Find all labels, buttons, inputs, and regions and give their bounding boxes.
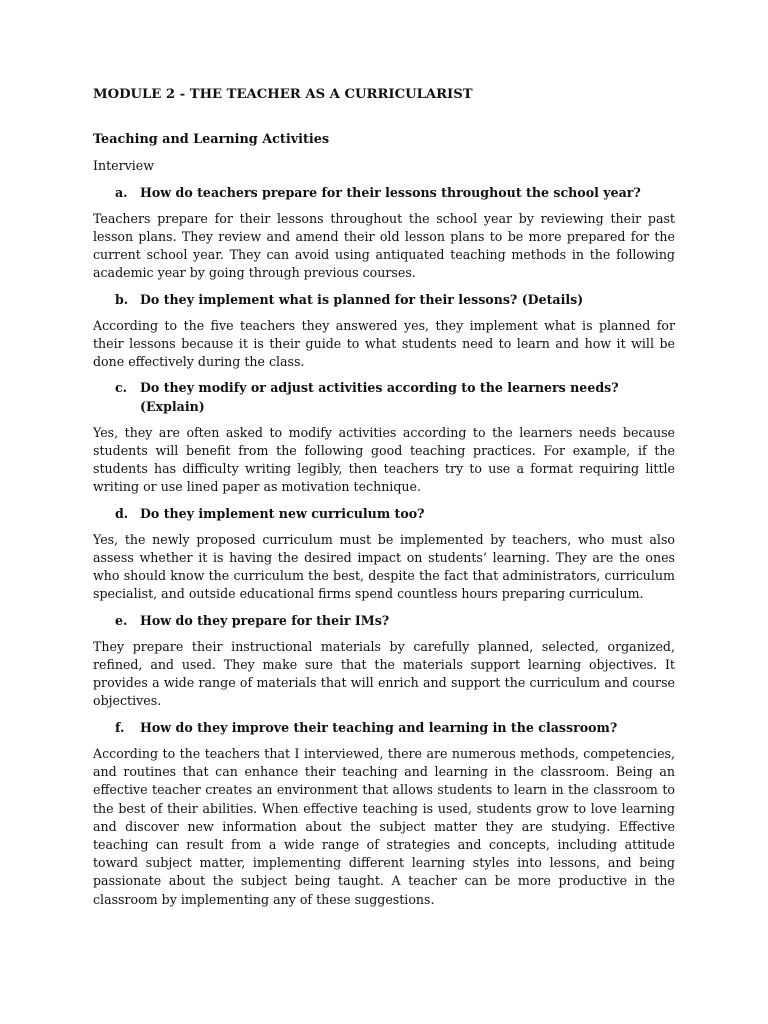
question-text: How do teachers prepare for their lessons throughout the school year? bbox=[140, 184, 641, 200]
answer-b: According to the five teachers they answered yes, they implement what is planned for their lessons because it is their guide to what students need to learn and how it will be done effectively during the class. bbox=[93, 317, 675, 370]
question-letter: e. bbox=[115, 612, 128, 628]
answer-c: Yes, they are often asked to modify activities according to the learners needs because students will benefit from the following good teaching practices. For example, if the students has difficulty writing legibly, then teachers try to use a format requiring little writing or use lined paper as motivation technique. bbox=[93, 424, 675, 495]
question-a bbox=[93, 184, 675, 202]
question-b bbox=[93, 291, 675, 309]
question-e bbox=[93, 612, 675, 630]
question-text: How do they improve their teaching and learning in the classroom? bbox=[140, 719, 618, 735]
answer-e: They prepare their instructional materials by carefully planned, selected, organized, refined, and used. They make sure that the materials support learning objectives. It provides a wide range of materials that will enrich and support the curriculum and course objectives. bbox=[93, 638, 675, 709]
question-letter: c. bbox=[115, 380, 128, 396]
document-page bbox=[93, 86, 675, 917]
question-letter: a. bbox=[115, 184, 128, 200]
section-heading: Teaching and Learning Activities bbox=[93, 132, 330, 148]
question-c bbox=[93, 379, 675, 415]
answer-d: Yes, the newly proposed curriculum must be implemented by teachers, who must also assess whether it is having the desired impact on students’ learning. They are the ones who should know the curriculum the best, despite the fact that administrators, curriculum specialist, and outside educational firms spend countless hours preparing curriculum. bbox=[93, 531, 675, 602]
question-d bbox=[93, 505, 675, 523]
question-text: Do they implement new curriculum too? bbox=[140, 505, 425, 521]
question-text: How do they prepare for their IMs? bbox=[140, 612, 390, 628]
question-f bbox=[93, 719, 675, 737]
question-text: Do they modify or adjust activities according to the learners needs? (Explain) bbox=[140, 380, 619, 414]
answer-a: Teachers prepare for their lessons throughout the school year by reviewing their past lesson plans. They review and amend their old lesson plans to be more prepared for the current school year. They can avoid using antiquated teaching methods in the following academic year by going through previous courses. bbox=[93, 210, 675, 281]
question-letter: d. bbox=[115, 505, 129, 521]
interview-label: Interview bbox=[93, 158, 154, 174]
question-letter: b. bbox=[115, 291, 129, 307]
question-text: Do they implement what is planned for their lessons? (Details) bbox=[140, 291, 584, 307]
question-letter: f. bbox=[115, 719, 125, 735]
module-title: MODULE 2 - THE TEACHER AS A CURRICULARIST bbox=[93, 87, 473, 102]
answer-f: According to the teachers that I interviewed, there are numerous methods, competencies, and routines that can enhance their teaching and learning in the classroom. Being an effective teacher creates an environment that allows students to learn in the classroom to the best of their abilities. When effective teaching is used, students grow to love learning and discover new information about the subject matter they are studying. Effective teaching can result from a wide range of strategies and concepts, including attitude toward subject matter, implementing different learning styles into lessons, and being passionate about the subject being taught. A teacher can be more productive in the classroom by implementing any of these suggestions. bbox=[93, 745, 675, 907]
